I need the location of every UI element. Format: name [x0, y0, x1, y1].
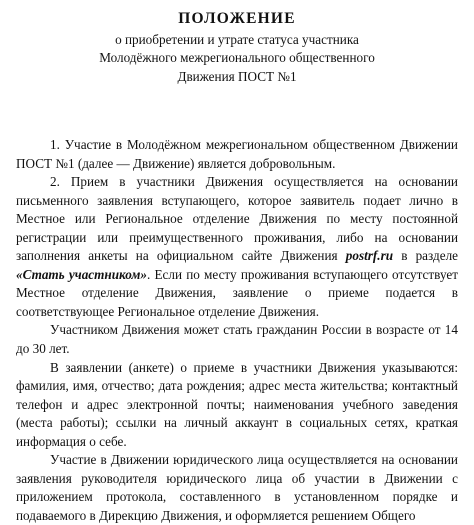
document-body [16, 136, 458, 525]
paragraph-5: Участие в Движении юридического лица осуществляется на основании заявления руководителя юридического лица об участии в Движении с приложением протокола, составленного в установленном порядке и подаваемого в Дирекцию Движения, и оформляется решением Общего [16, 452, 458, 523]
paragraph-2-text-start: 2. Прием в участники Движения осуществляется на основании письменного заявления вступающего, которое заявитель подает лично в Местное или Региональное отделение Движения по месту постоянной регистрации или преимущественного проживания, либо на основании заполнения анкеты на официальном сайте Движения [16, 174, 458, 264]
paragraph-2 [16, 173, 458, 321]
document-subtitle-line-1: о приобретении и утрате статуса участника [115, 32, 359, 47]
become-participant-section: «Стать участником» [16, 266, 147, 282]
paragraph-2-text-middle: в разделе [393, 248, 458, 264]
paragraph-3: Участником Движения может стать гражданин России в возрасте от 14 до 30 лет. [16, 322, 458, 357]
website-link[interactable]: postrf.ru [345, 248, 394, 264]
document-subtitle-line-3: Движения ПОСТ №1 [177, 69, 297, 84]
document-title: ПОЛОЖЕНИЕ [178, 10, 296, 27]
paragraph-4: В заявлении (анкете) о приеме в участники Движения указываются: фамилия, имя, отчество; дата рождения; адрес места жительства; контактный телефон и адрес электронной почты; наименования учебного заведения (места работы); ссылки на личный аккаунт в социальных сетях, краткая информация о себе. [16, 359, 458, 449]
paragraph-1: 1. Участие в Молодёжном межрегиональном общественном Движении ПОСТ №1 (далее — Движение) является добровольным. [16, 137, 458, 171]
document-subtitle-line-2: Молодёжного межрегионального общественного [99, 50, 375, 65]
paragraph-2-text-end: . Если по месту проживания вступающего отсутствует Местное отделение Движения, заявление о приеме подается в соответствующее Региональное отделение Движения. [16, 266, 458, 319]
